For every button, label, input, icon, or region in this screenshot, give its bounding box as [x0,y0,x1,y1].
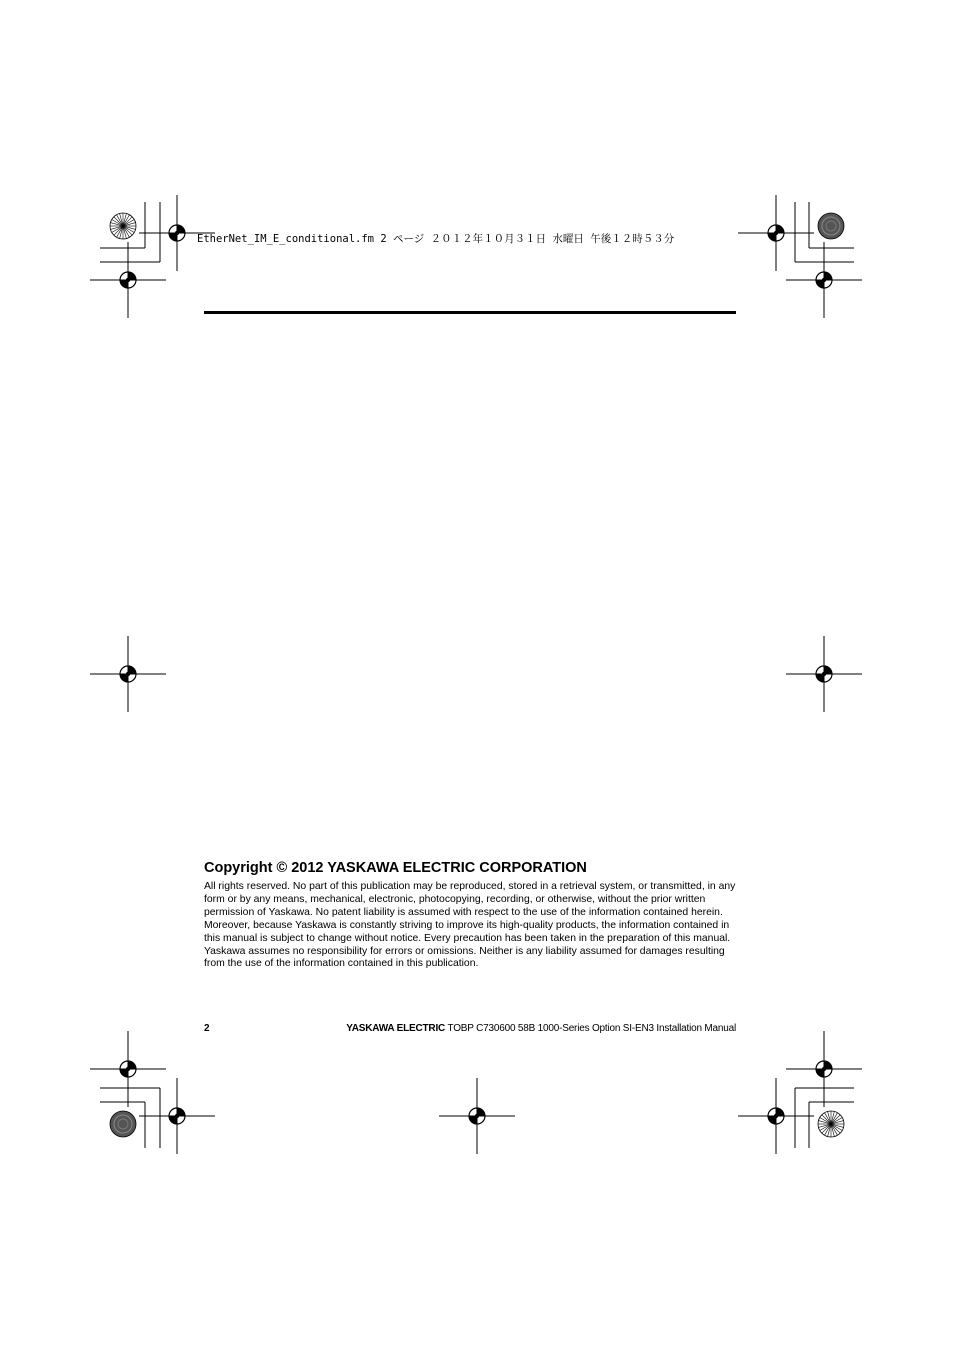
gray-swatch-icon [818,213,844,239]
print-header-slug: EtherNet_IM_E_conditional.fm 2 ページ ２０１２年１０月３１日 水曜日 午後１２時５３分 [197,233,675,245]
copyright-heading: Copyright © 2012 YASKAWA ELECTRIC CORPORATION [204,860,587,876]
registration-mark-icon [738,195,814,271]
registration-mark-icon [139,1078,215,1154]
footer-title-text: TOBP C730600 58B 1000-Series Option SI-EN3 Installation Manual [447,1023,736,1034]
registration-mark-icon [439,1078,515,1154]
footer-brand: YASKAWA ELECTRIC [346,1023,446,1034]
registration-mark-icon [786,1031,862,1107]
registration-mark-icon [90,1031,166,1107]
registration-mark-icon [90,636,166,712]
footer-manual-title [346,1023,736,1034]
page-number: 2 [204,1023,210,1034]
starburst-target-icon [818,1111,844,1137]
registration-mark-icon [90,242,166,318]
starburst-target-icon [110,213,136,239]
registration-mark-icon [786,242,862,318]
gray-swatch-icon [110,1111,136,1137]
registration-mark-icon [786,636,862,712]
registration-mark-icon [738,1078,814,1154]
header-rule [204,311,736,314]
copyright-notice: All rights reserved. No part of this publication may be reproduced, stored in a retrieval system, or transmitted, in any form or by any means, mechanical, electronic, photocopying, recording, or otherwise, without the prior written permission of Yaskawa. No patent liability is assumed with respect to the use of the information contained herein. Moreover, because Yaskawa is constantly striving to improve its high-quality products, the information contained in this manual is subject to change without notice. Every precaution has been taken in the preparation of this manual. Yaskawa assumes no responsibility for errors or omissions. Neither is any liability assumed for damages resulting from the use of the information contained in this publication. [204,881,736,970]
